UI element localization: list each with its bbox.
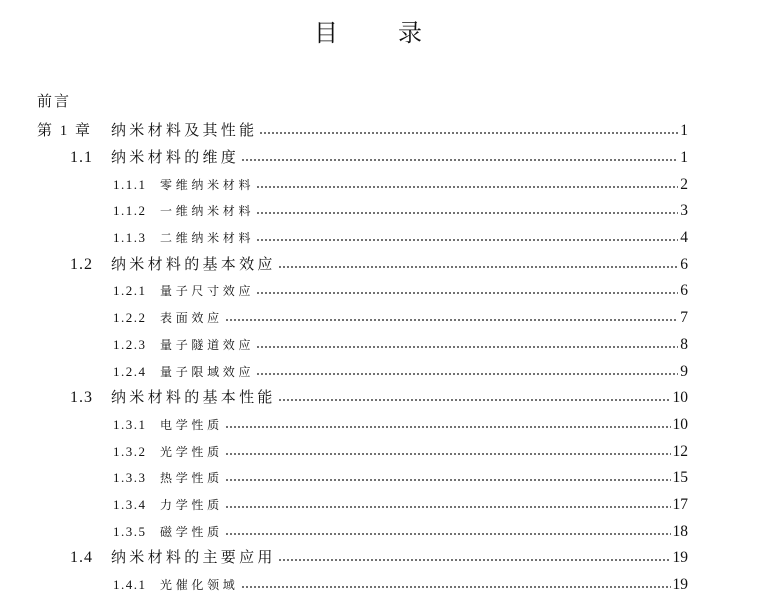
- toc-entry-1-2[interactable]: [37, 251, 688, 278]
- entry-number: 1.2: [70, 255, 93, 273]
- entry-page-number: 17: [672, 495, 688, 513]
- entry-number: 1.4: [70, 549, 93, 567]
- entry-page-number: 15: [672, 469, 688, 487]
- dot-leader: [225, 478, 671, 482]
- entry-title: 光学性质: [160, 444, 223, 459]
- entry-page-number: 18: [672, 522, 688, 540]
- entry-title: 纳米材料的基本性能: [111, 390, 276, 407]
- toc-entry-1-3[interactable]: [37, 385, 688, 412]
- entry-title: 力学性质: [160, 497, 223, 512]
- dot-leader: [259, 131, 678, 135]
- entry-number: 1.3.5: [113, 523, 147, 539]
- entry-page-number: 6: [680, 282, 688, 300]
- toc-entry-1-4[interactable]: [37, 545, 688, 572]
- entry-page-number: 1: [680, 149, 688, 167]
- toc-entry-preface[interactable]: 前言: [37, 94, 72, 110]
- entry-title: 纳米材料的主要应用: [111, 550, 276, 567]
- dot-leader: [225, 318, 678, 322]
- entry-page-number: 1: [680, 122, 688, 140]
- entry-page-number: 7: [680, 309, 688, 327]
- dot-leader: [256, 372, 678, 376]
- entry-page-number: 2: [680, 175, 688, 193]
- entry-number: 1.1.3: [113, 230, 147, 246]
- dot-leader: [256, 238, 678, 242]
- toc-entry-1-1-3[interactable]: [37, 225, 688, 252]
- entry-number: 1.3.2: [113, 443, 147, 459]
- entry-title: 光催化领域: [160, 578, 239, 593]
- entry-number: 1.2.3: [113, 336, 147, 352]
- dot-leader: [278, 558, 671, 562]
- entry-number: 1.2.2: [113, 310, 147, 326]
- toc-entry-1-2-3[interactable]: [37, 332, 688, 359]
- entry-title: 量子限域效应: [160, 364, 255, 379]
- entry-number: 第 1 章: [37, 123, 93, 140]
- dot-leader: [241, 158, 678, 162]
- entry-title: 纳米材料的基本效应: [111, 256, 276, 273]
- entry-page-number: 3: [680, 202, 688, 220]
- dot-leader: [278, 398, 671, 402]
- dot-leader: [225, 425, 671, 429]
- entry-page-number: 6: [680, 255, 688, 273]
- entry-page-number: 19: [672, 576, 688, 594]
- toc-entry-chapter-1[interactable]: [37, 118, 688, 145]
- dot-leader: [225, 452, 671, 456]
- dot-leader: [278, 265, 679, 269]
- entry-title: 磁学性质: [160, 524, 223, 539]
- entry-number: 1.1.2: [113, 203, 147, 219]
- dot-leader: [256, 345, 678, 349]
- dot-leader: [241, 585, 671, 589]
- entry-page-number: 19: [672, 549, 688, 567]
- dot-leader: [225, 532, 671, 536]
- entry-page-number: 8: [680, 335, 688, 353]
- dot-leader: [256, 291, 678, 295]
- entry-number: 1.2.4: [113, 363, 147, 379]
- toc-entry-1-2-1[interactable]: [37, 278, 688, 305]
- entry-number: 1.1.1: [113, 176, 147, 192]
- toc-entry-1-3-5[interactable]: [37, 518, 688, 545]
- toc-title: 目 录: [314, 19, 426, 47]
- entry-page-number: 12: [672, 442, 688, 460]
- toc-entry-1-3-1[interactable]: [37, 412, 688, 439]
- entry-number: 1.3.4: [113, 496, 147, 512]
- entry-title: 纳米材料及其性能: [111, 123, 258, 140]
- entry-title: 纳米材料的维度: [111, 150, 240, 167]
- entry-number: 1.4.1: [113, 577, 147, 593]
- toc-entry-1-2-4[interactable]: [37, 358, 688, 385]
- entry-title: 量子尺寸效应: [160, 284, 255, 299]
- entry-number: 1.1: [70, 149, 93, 167]
- entry-title: 热学性质: [160, 471, 223, 486]
- entry-title: 量子隧道效应: [160, 337, 255, 352]
- entry-number: 1.3.3: [113, 470, 147, 486]
- entry-page-number: 10: [672, 389, 688, 407]
- toc-entry-1-1-2[interactable]: [37, 198, 688, 225]
- toc-entry-1-1-1[interactable]: [37, 171, 688, 198]
- dot-leader: [256, 211, 678, 215]
- toc-entry-1-3-3[interactable]: [37, 465, 688, 492]
- entry-title: 电学性质: [160, 417, 223, 432]
- entry-number: 1.3: [70, 389, 93, 407]
- entry-page-number: 9: [680, 362, 688, 380]
- dot-leader: [256, 185, 678, 189]
- entry-title: 零维纳米材料: [160, 177, 255, 192]
- toc-entry-1-3-2[interactable]: [37, 438, 688, 465]
- entry-number: 1.3.1: [113, 416, 147, 432]
- entry-page-number: 10: [672, 415, 688, 433]
- toc-entry-1-2-2[interactable]: [37, 305, 688, 332]
- entry-title: 二维纳米材料: [160, 231, 255, 246]
- entry-page-number: 4: [680, 229, 688, 247]
- table-of-contents: [37, 118, 688, 598]
- toc-entry-1-3-4[interactable]: [37, 492, 688, 519]
- entry-title: 表面效应: [160, 311, 223, 326]
- entry-title: 一维纳米材料: [160, 204, 255, 219]
- entry-number: 1.2.1: [113, 283, 147, 299]
- dot-leader: [225, 505, 671, 509]
- toc-entry-1-1[interactable]: [37, 145, 688, 172]
- toc-entry-1-4-1[interactable]: [37, 572, 688, 599]
